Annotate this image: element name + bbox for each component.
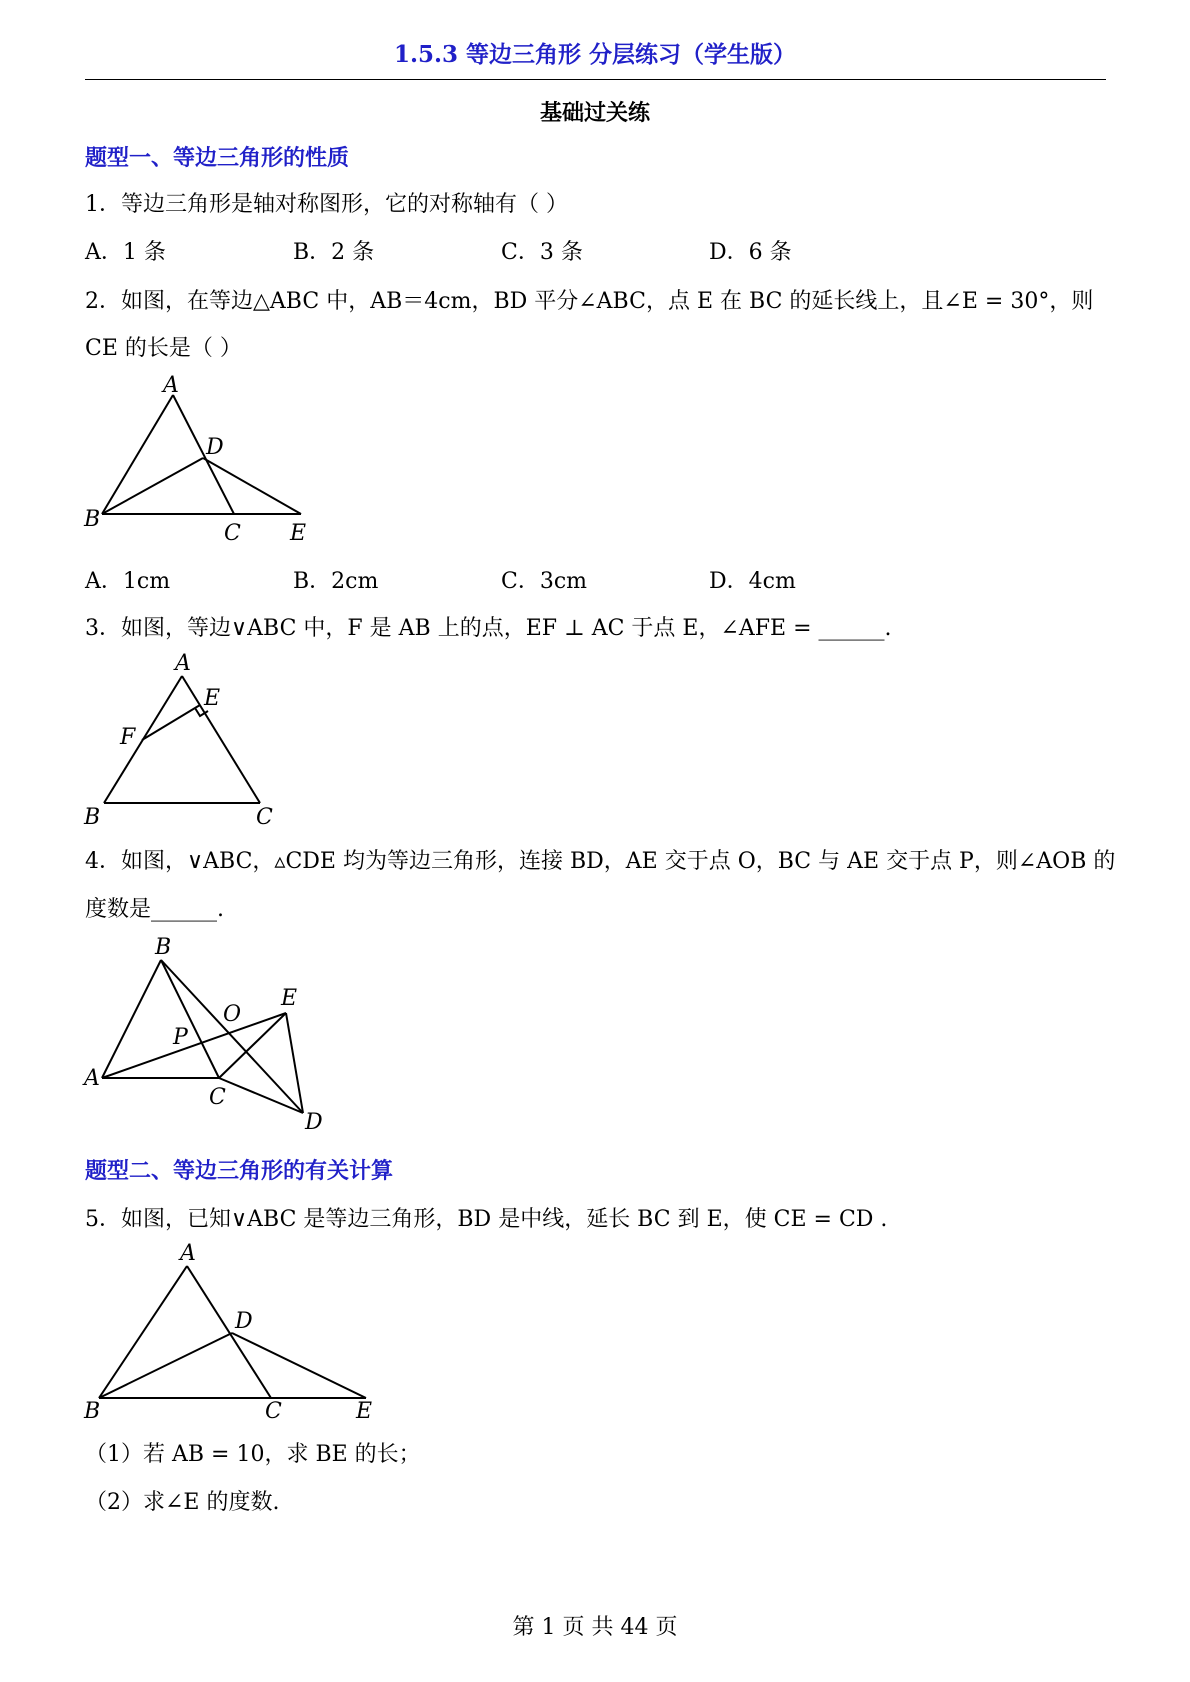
segment-bd — [99, 1333, 232, 1398]
q1-option-b: B．2 条 — [293, 240, 375, 265]
segment-ab — [102, 395, 173, 514]
question-5-part-2: （2）求∠E 的度数. — [85, 1490, 280, 1515]
question-4-figure — [80, 932, 340, 1142]
label-e: E — [281, 986, 298, 1011]
segment-bc — [161, 960, 219, 1078]
label-a: A — [84, 1066, 100, 1091]
label-b: B — [155, 935, 172, 960]
q2-option-a: A．1cm — [85, 569, 171, 594]
question-2-figure — [80, 370, 320, 550]
segment-de — [232, 1333, 366, 1398]
segment-ac — [187, 1266, 271, 1398]
question-type-2-heading: 题型二、等边三角形的有关计算 — [85, 1158, 394, 1184]
header-divider — [85, 79, 1106, 80]
label-b: B — [84, 1399, 101, 1424]
question-3-figure — [80, 648, 290, 833]
label-f: F — [120, 725, 136, 750]
question-5-part-1: （1）若 AB = 10，求 BE 的长； — [85, 1442, 421, 1467]
page-number: 第 1 页 共 44 页 — [512, 1615, 678, 1640]
segment-de — [203, 458, 301, 514]
document-title: 1.5.3 等边三角形 分层练习（学生版） — [393, 41, 797, 68]
label-c: C — [224, 521, 241, 546]
label-b: B — [84, 507, 101, 532]
label-p: P — [173, 1025, 188, 1050]
question-1-text: 1．等边三角形是轴对称图形，它的对称轴有（ ） — [85, 192, 568, 217]
segment-fe — [142, 705, 200, 740]
q1-option-c: C．3 条 — [501, 240, 583, 265]
segment-ac — [182, 676, 260, 803]
q1-option-d: D．6 条 — [709, 240, 792, 265]
label-o: O — [223, 1002, 242, 1027]
question-5-text: 5．如图，已知∨ABC 是等边三角形，BD 是中线，延长 BC 到 E，使 CE = CD . — [85, 1207, 888, 1232]
question-4-line-2: 度数是______. — [85, 897, 224, 922]
label-a: A — [163, 373, 179, 398]
label-c: C — [265, 1399, 282, 1424]
question-4-line-1: 4．如图，∨ABC，▵CDE 均为等边三角形，连接 BD，AE 交于点 O，BC 与 AE 交于点 P，则∠AOB 的 — [85, 849, 1116, 874]
segment-cd — [219, 1078, 303, 1113]
label-d: D — [206, 435, 224, 460]
q1-option-a: A．1 条 — [85, 240, 166, 265]
segment-ab — [99, 1266, 187, 1398]
question-2-line-2: CE 的长是（ ） — [85, 336, 242, 361]
label-e: E — [290, 521, 307, 546]
label-a: A — [180, 1241, 196, 1266]
question-2-line-1: 2．如图，在等边△ABC 中，AB＝4cm，BD 平分∠ABC，点 E 在 BC 的延长线上，且∠E = 30°，则 — [85, 289, 1094, 314]
question-type-1-heading: 题型一、等边三角形的性质 — [85, 145, 350, 171]
label-c: C — [256, 805, 273, 830]
q2-option-d: D．4cm — [709, 569, 796, 594]
label-b: B — [84, 805, 101, 830]
label-d: D — [305, 1110, 323, 1135]
question-3-text: 3．如图，等边∨ABC 中，F 是 AB 上的点，EF ⊥ AC 于点 E，∠AFE = ______. — [85, 616, 892, 641]
label-c: C — [209, 1085, 226, 1110]
segment-bd — [102, 458, 203, 514]
segment-ac — [173, 395, 234, 514]
q2-option-c: C．3cm — [501, 569, 588, 594]
label-e: E — [356, 1399, 373, 1424]
section-heading: 基础过关练 — [539, 100, 650, 126]
q2-option-b: B．2cm — [293, 569, 379, 594]
label-a: A — [175, 651, 191, 676]
label-e: E — [204, 686, 221, 711]
label-d: D — [235, 1309, 253, 1334]
question-5-figure — [80, 1238, 390, 1423]
